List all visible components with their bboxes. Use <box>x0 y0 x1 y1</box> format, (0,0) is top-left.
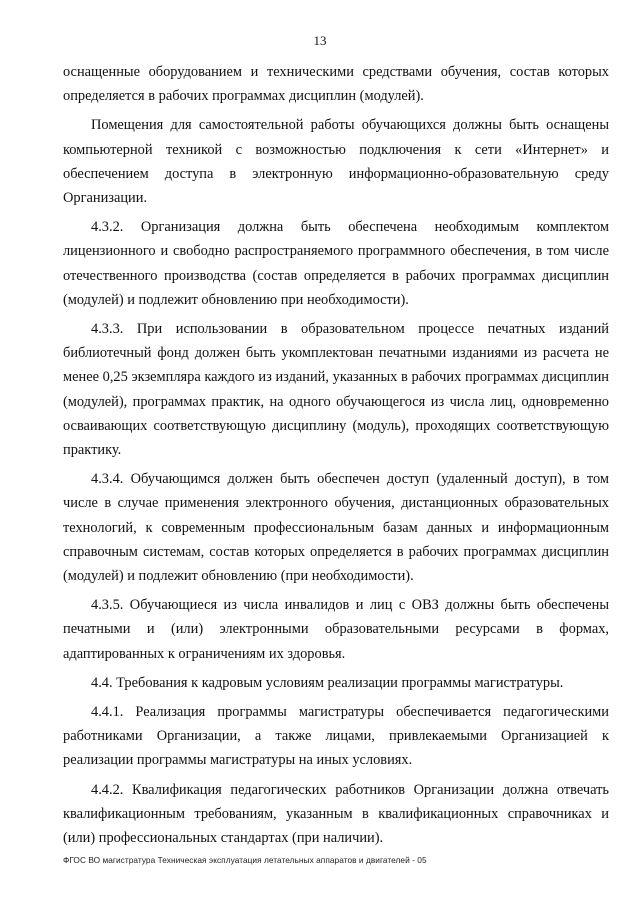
paragraph-4-4-1: 4.4.1. Реализация программы магистратуры обеспечивается педагогическими работниками Организации, а также лицами, привлекаемыми Организацией к реализации программы магистратуры на иных условиях. <box>63 704 609 769</box>
paragraph-self-study-rooms: Помещения для самостоятельной работы обучающихся должны быть оснащены компьютерной техникой с возможностью подключения к сети «Интернет» и обеспечением доступа в электронную информационно-образовательную среду Организации. <box>63 117 609 207</box>
paragraph-4-3-3: 4.3.3. При использовании в образовательном процессе печатных изданий библиотечный фонд должен быть укомплектован печатными изданиями из расчета не менее 0,25 экземпляра каждого из изданий, указанных в рабочих программах дисциплин (модулей), программах практик, на одного обучающегося из числа лиц, одновременно осваивающих соответствующую дисциплину (модуль), проходящих соответствующую практику. <box>63 321 609 459</box>
paragraph-continuation: оснащенные оборудованием и техническими средствами обучения, состав которых определяется в рабочих программах дисциплин (модулей). <box>63 64 609 105</box>
paragraph-4-3-4: 4.3.4. Обучающимся должен быть обеспечен доступ (удаленный доступ), в том числе в случае применения электронного обучения, дистанционных образовательных технологий, к современным профессиональным базам данных и информационным справочным системам, состав которых определяется в рабочих программах дисциплин (модулей) и подлежит обновлению (при необходимости). <box>63 471 609 585</box>
page-footer: ФГОС ВО магистратура Техническая эксплуатация летательных аппаратов и двигателей - 05 <box>63 855 427 865</box>
page-number: 13 <box>313 33 327 48</box>
paragraph-4-3-2: 4.3.2. Организация должна быть обеспечена необходимым комплектом лицензионного и свободно распространяемого программного обеспечения, в том числе отечественного производства (состав определяется в рабочих программах дисциплин (модулей) и подлежит обновлению при необходимости). <box>63 219 609 308</box>
paragraph-4-4-2: 4.4.2. Квалификация педагогических работников Организации должна отвечать квалификационным требованиям, указанным в квалификационных справочниках и (или) профессиональных стандартах (при наличии). <box>63 781 609 847</box>
paragraph-4-3-5: 4.3.5. Обучающиеся из числа инвалидов и лиц с ОВЗ должны быть обеспечены печатными и (или) электронными образовательными ресурсами в формах, адаптированных к ограничениям их здоровья. <box>63 597 609 662</box>
paragraph-4-4: 4.4. Требования к кадровым условиям реализации программы магистратуры. <box>91 674 564 691</box>
document-body <box>63 60 609 855</box>
